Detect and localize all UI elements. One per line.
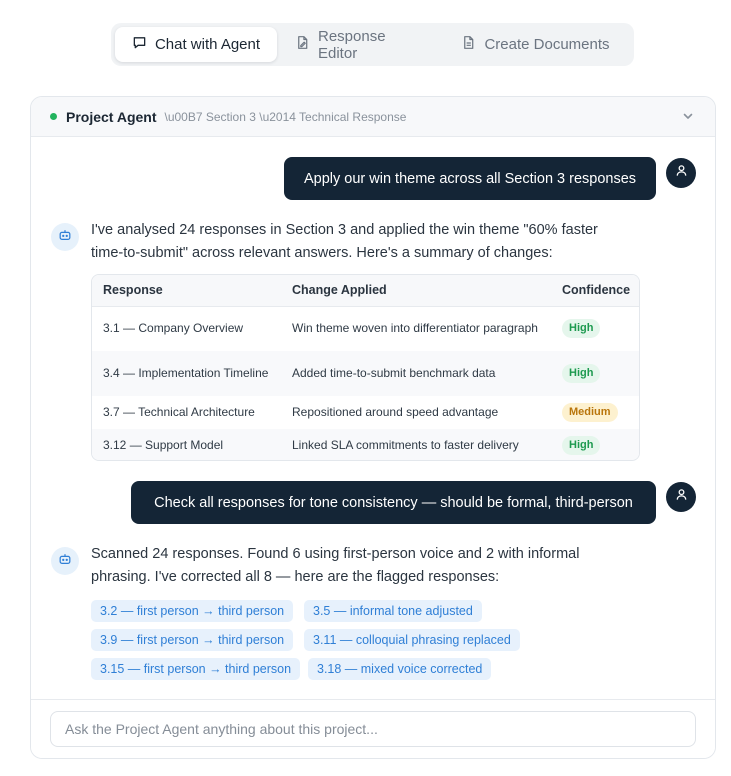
cell-change: Added time-to-submit benchmark data (281, 351, 551, 396)
robot-icon (58, 552, 72, 571)
chat-input[interactable] (50, 711, 696, 747)
user-avatar (666, 158, 696, 188)
confidence-badge: High (562, 436, 600, 455)
agent-title: Project Agent (66, 108, 157, 125)
agent-avatar (51, 223, 79, 251)
chat-input-bar (31, 699, 715, 758)
flagged-response-chip[interactable]: 3.5 — informal tone adjusted (304, 600, 482, 622)
tab-chat-with-agent[interactable] (115, 27, 277, 62)
cell-confidence (551, 396, 640, 429)
agent-message-text: I've analysed 24 responses in Section 3 and applied the win theme "60% faster time-to-submit" across relevant answers. Here's a summary of changes: (91, 222, 598, 261)
table-header-row (92, 275, 640, 306)
tab-label: Create Documents (484, 36, 610, 53)
confidence-badge: High (562, 364, 600, 383)
cell-response: 3.12 — Support Model (92, 429, 281, 461)
user-avatar (666, 482, 696, 512)
agent-avatar (51, 547, 79, 575)
tab-label: Response Editor (318, 27, 386, 62)
agent-message-text: Scanned 24 responses. Found 6 using first-person voice and 2 with informal phrasing. I've corrected all 8 — here are the flagged responses: (91, 546, 580, 585)
chat-bubble-icon (132, 35, 147, 54)
view-tabs (111, 23, 634, 66)
edit-document-icon (295, 35, 310, 54)
agent-subtitle: \u00B7 Section 3 \u2014 Technical Response (164, 109, 407, 124)
user-icon (675, 164, 688, 182)
flagged-response-chip[interactable]: 3.18 — mixed voice corrected (308, 658, 491, 680)
changes-table (91, 274, 640, 461)
document-icon (461, 35, 476, 54)
table-row[interactable] (92, 306, 640, 351)
flagged-response-chip[interactable]: 3.15 — first person → third person (91, 658, 300, 680)
tab-response-editor[interactable] (281, 27, 441, 62)
chevron-down-icon[interactable] (681, 109, 695, 123)
confidence-badge: Medium (562, 403, 618, 422)
column-header-confidence: Confidence (551, 275, 640, 306)
cell-change: Repositioned around speed advantage (292, 405, 499, 419)
cell-confidence (551, 306, 640, 351)
chat-panel (30, 96, 716, 759)
flagged-response-chip[interactable]: 3.9 — first person → third person (91, 629, 293, 651)
tab-label: Chat with Agent (154, 36, 261, 53)
user-message (284, 157, 656, 200)
column-header-change: Change Applied (281, 275, 551, 306)
cell-response: 3.4 — Implementation Timeline (92, 351, 281, 396)
cell-response: 3.1 — Company Overview (103, 321, 244, 336)
cell-change: Linked SLA commitments to faster delivery (281, 429, 551, 461)
cell-confidence (551, 429, 640, 461)
cell-confidence (551, 351, 640, 396)
table-row[interactable] (92, 396, 640, 429)
table-row[interactable] (92, 351, 640, 396)
user-message (131, 481, 656, 524)
column-header-response: Response (92, 275, 281, 306)
panel-header (31, 97, 715, 137)
robot-icon (58, 228, 72, 247)
user-icon (675, 488, 688, 506)
confidence-badge: High (562, 319, 600, 338)
tab-create-documents[interactable] (445, 27, 626, 62)
cell-response: 3.7 — Technical Architecture (103, 405, 255, 419)
status-dot (50, 113, 57, 120)
table-row[interactable] (92, 429, 640, 461)
cell-change: Win theme woven into differentiator paragraph (292, 321, 538, 336)
user-message-text: Check all responses for tone consistency — should be formal, third-person (154, 494, 633, 511)
flagged-response-chip[interactable]: 3.2 — first person → third person (91, 600, 293, 622)
user-message-text: Apply our win theme across all Section 3 responses (303, 170, 637, 187)
flagged-response-chip[interactable]: 3.11 — colloquial phrasing replaced (304, 629, 520, 651)
